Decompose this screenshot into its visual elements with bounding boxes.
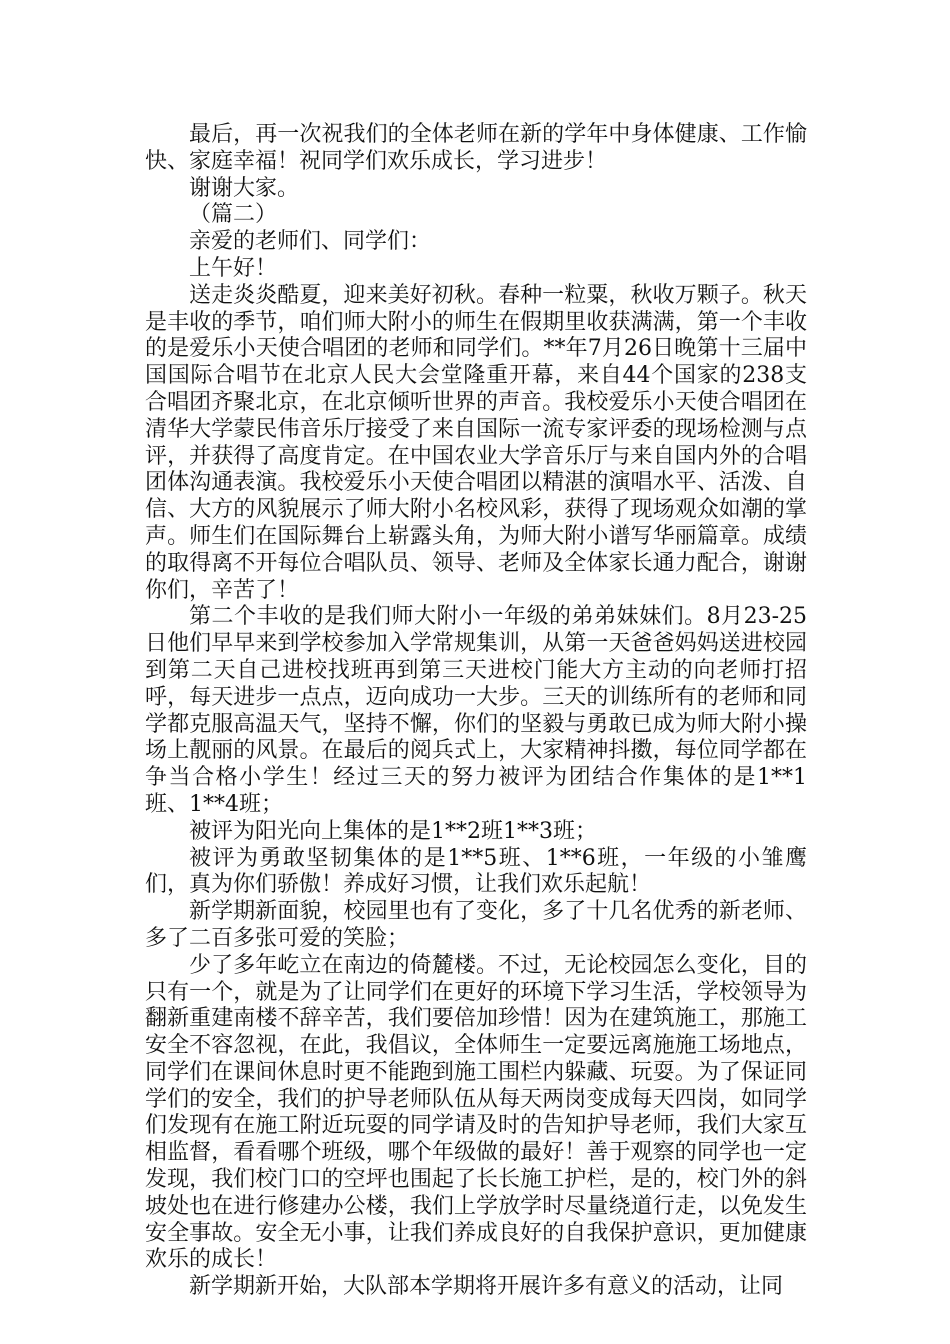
choir-paragraph: 送走炎炎酷夏，迎来美好初秋。春种一粒粟，秋收万颗子。秋天是丰收的季节，咱们师大附小的师生在假期里收获满满，第一个丰收的是爱乐小天使合唱团的老师和同学们。**年7月26日晚第十三届中国国际合唱节在北京人民大会堂隆重开幕，来自44个国家的238支合唱团齐聚北京，在北京倾听世界的声音。我校爱乐小天使合唱团在清华大学蒙民伟音乐厅接受了来自国际一流专家评委的现场检测与点评，并获得了高度肯定。在中国农业大学音乐厅与来自国内外的合唱团体沟通表演。我校爱乐小天使合唱团以精湛的演唱水平、活泼、自信、大方的风貌展示了师大附小名校风彩，获得了现场观众如潮的掌声。师生们在国际舞台上崭露头角，为师大附小谱写华丽篇章。成绩的取得离不开每位合唱队员、领导、老师及全体家长通力配合，谢谢你们，辛苦了！	[145, 282, 807, 603]
activities-paragraph: 新学期新开始，大队部本学期将开展许多有意义的活动，让同	[189, 1274, 784, 1300]
closing-paragraph: 最后，再一次祝我们的全体老师在新的学年中身体健康、工作愉快、家庭幸福！祝同学们欢乐成长，学习进步！	[145, 122, 807, 174]
new-semester-paragraph: 新学期新面貌，校园里也有了变化，多了十几名优秀的新老师、多了二百多张可爱的笑脸；	[145, 899, 807, 951]
thanks-line: 谢谢大家。	[189, 175, 300, 201]
sunny-class-line: 被评为阳光向上集体的是1**2班1**3班；	[189, 818, 597, 844]
salutation: 亲爱的老师们、同学们：	[189, 229, 432, 255]
section-heading: （篇二）	[189, 202, 278, 228]
brave-class-paragraph: 被评为勇敢坚韧集体的是1**5班、1**6班，一年级的小雏鹰们，真为你们骄傲！养成好习惯，让我们欢乐起航！	[145, 845, 807, 898]
safety-paragraph: 少了多年屹立在南边的倚麓楼。不过，无论校园怎么变化，目的只有一个，就是为了让同学们在更好的环境下学习生活，学校领导为翻新重建南楼不辞辛苦，我们要倍加珍惜！因为在建筑施工，那施工安全不容忽视，在此，我倡议，全体师生一定要远离施施工场地点，同学们在课间休息时更不能跑到施工围栏内躲藏、玩耍。为了保证同学们的安全，我们的护导老师队伍从每天两岗变成每天四岗，如同学们发现有在施工附近玩耍的同学请及时的告知护导老师，我们大家互相监督，看看哪个班级，哪个年级做的最好！善于观察的同学也一定发现，我们校门口的空坪也围起了长长施工护栏，是的，校门外的斜坡处也在进行修建办公楼，我们上学放学时尽量绕道行走，以免发生安全事故。安全无小事，让我们养成良好的自我保护意识，更加健康欢乐的成长！	[145, 952, 807, 1273]
document-body	[145, 122, 807, 1301]
first-grade-paragraph: 第二个丰收的是我们师大附小一年级的弟弟妹妹们。8月23-25日他们早早来到学校参加入学常规集训，从第一天爸爸妈妈送进校园到第二天自己进校找班再到第三天进校门能大方主动的向老师打招呼，每天进步一点点，迈向成功一大步。三天的训练所有的老师和同学都克服高温天气，坚持不懈，你们的坚毅与勇敢已成为师大附小操场上靓丽的风景。在最后的阅兵式上，大家精神抖擞，每位同学都在争当合格小学生！经过三天的努力被评为团结合作集体的是1**1班、1**4班；	[145, 604, 807, 817]
greeting: 上午好！	[189, 255, 278, 281]
